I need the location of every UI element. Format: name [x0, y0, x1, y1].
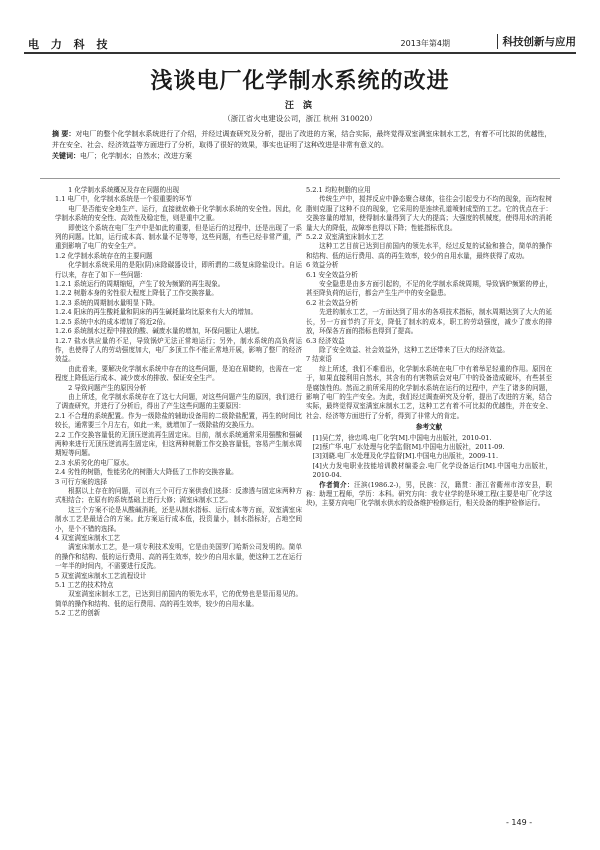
- section-heading: 1.2.7 盐水供应量的不足，导致锅炉无法正常地运行；另外，制水系统的高负荷运作，也使得了人的劳动强度加大，电厂多顶工作不能正常地开展，影响了整厂的经济效益。: [55, 336, 302, 364]
- author-affiliation: （浙江省火电建设公司，浙江 杭州 310020）: [223, 114, 377, 123]
- author-bio-text: 汪滨(1986.2-)，男，民族：汉，籍贯：浙江省衢州市淳安县，职称：助理工程师，学历：本科。研究方向：我专业学的是环境工程(主要是电厂化学这块)，主要方向电厂化学制水供水的设备维护检修运行，相关设备的维护检修运行。: [306, 480, 552, 508]
- section-heading: 1.2.3 系统的周期制水量明显下降。: [55, 298, 159, 307]
- section-label: 科技创新与应用: [497, 34, 577, 49]
- paragraph: 1 化学制水系统概况及存在问题的出现: [68, 186, 180, 194]
- section-heading: 2.4 劣性的树脂，性能劣化的树脂大大降低了工作的交换容量。: [55, 468, 238, 477]
- section-heading: 2.2 工作交换容量低的无顶压逆流再生固定床。目前，制水系统通常采用强酸和强碱两种来进行无顶压逆流再生固定床，但这两种树脂工作交换容量低，容易产生制水周期短等问题。: [55, 430, 302, 458]
- issue-label: 2013年第4期: [400, 39, 450, 48]
- paragraph: 即使这个系统在电厂生产中是如此的重要，但是运行的过程中，还是出现了一系列的问题。比如，运行成本高、制水量不足等等，这些问题，有些已经非常严重，严重到影响了电厂的安全生产。: [55, 223, 302, 251]
- section-heading: 5.2 工艺的创新: [55, 609, 101, 618]
- paragraph: 电厂是否能安全地生产、运行，直接就依赖于化学制水系统的安全性。因此，化学制水系统的安全性、高效性及稳定性，则是重中之重。: [55, 204, 302, 223]
- paragraph: 双室满室床制水工艺，已达到目前国内的领先水平，它的优势也是显而易见的。简单的操作和结构、低的运行费用、高的再生效率，较少的自用水量。: [55, 590, 302, 608]
- section-heading: 1.2 化学制水系统存在的主要问题: [55, 251, 153, 260]
- section-heading: 5.2.2 双室满室床制水工艺: [306, 233, 384, 242]
- abstract-divider: [40, 178, 560, 179]
- reference-item: [3]刘晓.电厂水处理及化学监督[M].中国电力出版社，2009-11.: [312, 452, 499, 461]
- section-heading: 1.1 电厂中，化学制水系统是一个很重要的环节: [55, 195, 192, 204]
- page-number: - 149 -: [506, 818, 533, 827]
- paragraph: 2 导致问题产生的原因分析: [68, 383, 147, 392]
- paragraph: 传统生产中，搅拌反应中静态聚合球体，往往会引起受力不均的现象，而均粒树脂则克服了这种不良的现象，它采用的是连续孔道喷射成型的工艺。它的优点在于：交换容量的增加，使得制水量得到了大大的提高；大强度的机械度，使得用水的消耗量大大的降低，故障率也得以下降；性能指标优良。: [306, 195, 552, 232]
- reference-item: [1]吴仁芳，徐忠鸣.电厂化学[M].中国电力出版社，2010-01.: [312, 433, 492, 442]
- references-list: [306, 434, 552, 481]
- paragraph: 满室床制水工艺，是一项专利技术发明，它是由美国罗门哈斯公司发明的。简单的操作和结构、低的运行费用、高的再生效率，较少的自用水量，使这种工艺在运行一年半的时间内，不需要进行反洗。: [55, 543, 302, 571]
- section-heading: 5 双室满室床制水工艺流程设计: [55, 571, 147, 580]
- paragraph: 化学制水系统采用的是阳(阴)床除碳器设计，即所谓的二级复床除盐设计。自运行以来，存在了如下一些问题：: [55, 261, 302, 279]
- section-heading: 7 结束语: [306, 355, 332, 364]
- section-heading: 1.2.4 阳床的再生酸耗量和阴床的再生碱耗量均比原来有大大的增加。: [55, 308, 258, 317]
- keywords-label: 关键词：: [52, 152, 80, 160]
- section-heading: 1.2.5 系统中水的成本增加了将近2倍。: [55, 317, 170, 326]
- reference-item: [2]蔡广华.电厂水处理与化学监督[M].中国电力出版社，2011-09.: [312, 442, 505, 451]
- section-heading: 4 双室满室床制水工艺: [55, 534, 121, 543]
- right-column: [306, 186, 552, 509]
- reference-item: [4]火力发电职业技能培训教材编委会.电厂化学设备运行[M].中国电力出版社，2010-04.: [312, 461, 552, 480]
- paragraph: 除了安全效益、社会效益外，这种工艺还带来了巨大的经济效益。: [319, 345, 509, 354]
- section-heading: 2.3 水质劣化的电厂原水。: [55, 458, 133, 467]
- section-heading: 6.1 安全效益分析: [306, 270, 358, 279]
- paragraph: 这种工艺目前已达到目前国内的领先水平，经过反复的试验和推合，简单的操作和结构、低的运行费用、高的再生效率，较少的自用水量，最终获得了成功。: [306, 242, 552, 260]
- abstract-block: [52, 129, 552, 162]
- author-bio: [306, 481, 552, 509]
- paragraph: 由此看来，要解决化学制水系统中存在的这些问题，是迫在眉睫的，也需在一定程度上降低运行成本、减少废水的排放、保证安全生产。: [55, 364, 302, 383]
- abstract-label: 摘 要：: [52, 130, 76, 138]
- paragraph: 这三个方案不论是从酸碱消耗，还是从制水指标、运行成本等方面，双室满室床制水工艺是最适合的方案。此方案运行成本低，投资量小，制水指标好，占地空间小，是个不错的选择。: [55, 505, 302, 533]
- section-heading: 6 效益分析: [306, 261, 339, 270]
- section-heading: 1.2.1 系统运行的周期缩短，产生了较为频繁的再生现象。: [55, 280, 225, 289]
- section-heading: 3 可行方案的选择: [55, 477, 108, 486]
- section-heading: 5.1 工艺的技术特点: [55, 581, 114, 590]
- left-column: [55, 186, 302, 619]
- running-header: [24, 33, 576, 51]
- paragraph: 由上所述，化学制水系统存在了这七大问题，对这些问题产生的原因，我们进行了调查研究，并进行了分析后，得出了产生这些问题的主要原因：: [55, 392, 302, 411]
- article-title: 浅谈电厂化学制水系统的改进: [150, 69, 450, 94]
- section-heading: 5.2.1 均粒树脂的应用: [306, 186, 371, 194]
- right-column-body: [306, 186, 552, 421]
- journal-name: 电 力 科 技: [28, 38, 112, 51]
- section-heading: 1.2.6 系统制水过程中排放的酸、碱废水量的增加，环保问题让人堪忧。: [55, 327, 264, 336]
- paragraph: 根据以上存在的问题，可以有三个可行方案供我们选择：反渗透与固定床两种方式相结合；在原有的系统基础上进行大修；满室床制水工艺。: [55, 487, 302, 505]
- paragraph: 安全隐患是由多方面引起的，不足的化学制水系统周期，导致锅炉频繁的停止，甚至降负荷的运行，都会产生生产中的安全隐患。: [306, 280, 552, 298]
- keywords-text: 电厂；化学制水；自然水；改进方案: [80, 152, 192, 160]
- paragraph: 综上所述，我们不难看出，化学制水系统在电厂中有着举足轻重的作用。原因在于，如果直接利用自然水，其含有的有害物质会对电厂中的设备造成破坏，有些甚至是腐蚀性的。然而之前所采用的化学制水系统在运行的过程中，产生了诸多的问题，影响了电厂的生产安全。为此，我们经过调查研究及分析，提出了改进的方案，结合实际，最终觉得双室满室床制水工艺，这种工艺有着不可比拟的优越性，并在安全、社会、经济等方面进行了分析，得到了非常大的肯定。: [306, 364, 552, 420]
- section-heading: 2.1 不合理的系统配置。作为一级除盐的辅助设备用的二级除盐配置，再生的时间比较长，通常要三个月左右，如此一来，就增加了一级除盐的交换压力。: [55, 411, 302, 430]
- author-bio-label: 作者简介：: [319, 480, 355, 489]
- references-title: 参考文献: [415, 423, 443, 432]
- section-heading: 6.2 社会效益分析: [306, 298, 358, 307]
- header-rule: [24, 52, 576, 54]
- abstract-text: 对电厂的整个化学制水系统进行了介绍，并经过调查研究及分析，提出了改进的方案，结合实际，最终觉得双室满室床制水工艺，有着不可比拟的优越性，并在安全、社会、经济效益等方面进行了分析，取得了很好的效果，事实也证明了这种改进是非常有意义的。: [52, 130, 552, 149]
- paragraph: 先进的制水工艺，一方面达到了用水的各项技术指标，制水周期达到了大大的延长，另一方面节约了开支，降低了制水的成本，职工的劳动强度，减少了废水的排放，环保各方面的指标也得到了提高。: [306, 308, 552, 336]
- section-heading: 1.2.2 树脂本身的劣性很大程度上降低了工作交换容量。: [55, 289, 218, 298]
- author-name: 汪 滨: [284, 101, 316, 111]
- section-heading: 6.3 经济效益: [306, 336, 345, 345]
